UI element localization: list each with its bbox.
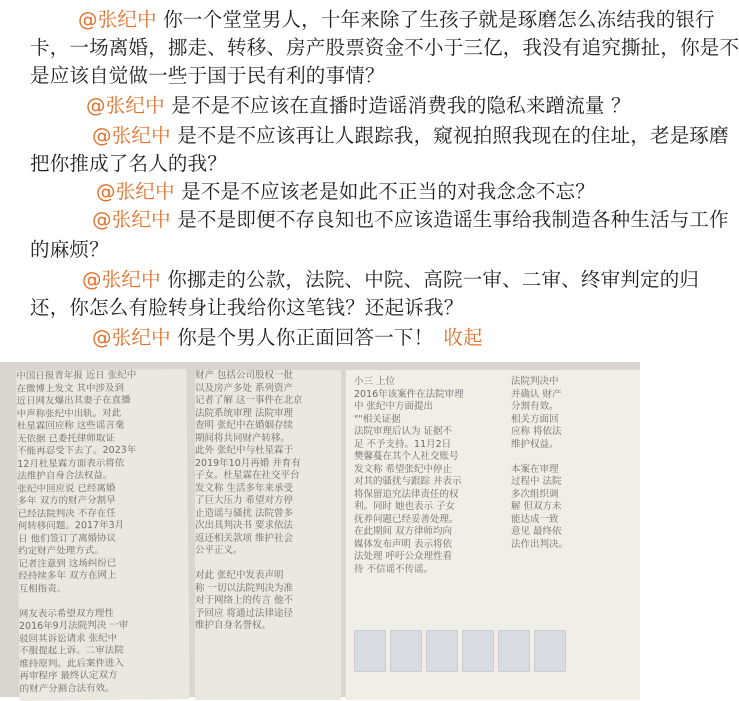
newspaper-thumbnail	[462, 630, 494, 672]
post-line	[78, 8, 715, 32]
newspaper-column-middle: 财产 包括公司股权一批 以及房产多处 系列资产 记者了解 这一事件在北京 法院系统审理 法院审理 查明 张纪中在婚姻存续 期间将共同财产转移。 此外 张纪中与杜星霖于 2019年10月再婚 并育有 子女。杜星霖在社交平台 发文称 生活多年来承受 了巨大压力 希望对方停 止造谣与骚扰 法院曾多 次出具判决书 要求依法 返还相关款项 维护社会 公平正义。 对此 张纪中发表声明 称 一切以法院判决为准 对于网络上的传言 他不 予回应 将通过法律途径 维护自身名誉权。	[195, 370, 341, 700]
newspaper-thumbnail	[426, 630, 458, 672]
post-line	[30, 152, 640, 176]
post-line	[86, 94, 640, 118]
post-text: 的麻烦？	[30, 238, 109, 261]
newspaper-thumbnail	[354, 630, 386, 672]
post-text: 是不是不应该老是如此不正当的对我念念不忘？	[181, 180, 595, 203]
post-line	[92, 208, 729, 232]
post-text: 是不是不应该在直播时造谣消费我的隐私来蹭流量 ？	[171, 94, 631, 117]
post-text: 把你推成了名人的我？	[30, 152, 228, 175]
user-mention-link[interactable]: @张纪中	[92, 208, 171, 231]
post-line	[30, 36, 739, 60]
newspaper-thumbnail	[390, 630, 422, 672]
post-line	[82, 268, 700, 292]
post-text: 你一个堂堂男人，十年来除了生孩子就是琢磨怎么冻结我的银行	[163, 8, 715, 31]
user-mention-link[interactable]: @张纪中	[92, 124, 171, 147]
post-line	[30, 238, 640, 262]
newspaper-column-left: 中国日报青年报 近日 张纪中 在微博上发文 其中涉及到 近日网友爆出其妻子在直播 中声称张纪中出轨。对此 杜星霖回应称 这些谣言毫 无依据 已委托律师取证 不能再忍受下去了。2023年 12月杜星霖方面表示将依 法维护自身合法权益。 张纪中回应说 已经离婚 多年 双方的财产分割早 已经法院判决 不存在任 何转移问题。2017年3月 日 他们签订了离婚协议 约定财产处理方式。 记者注意到 这场纠纷已 经持续多年 双方在网上 互相指责。 网友表示希望双方理性 2016年9月法院判决 一审 驳回其诉讼请求 张纪中 不服提起上诉。二审法院 维持原判。此后案件进入 再审程序 最终认定双方 的财产分割合法有效。	[16, 369, 189, 701]
post-text: 是不是不应该再让人跟踪我，窥视拍照我现在的住址，老是琢磨	[177, 124, 729, 147]
collapse-button[interactable]: 收起	[443, 326, 483, 349]
post-text: 卡，一场离婚，挪走、转移、房产股票资金不小于三亿，我没有追究撕扯，你是不	[30, 36, 739, 59]
newspaper-thumbnails	[354, 630, 566, 672]
post-line	[30, 64, 640, 88]
newspaper-column-right-side-text: 法院判决中 并确认 财产 分割有效。 相关方面回 应称 将依法 维护权益。 本案在审理 过程中 法院 多次组织调 解 但双方未 能达成一致 意见 最终依 法作出判决。	[511, 376, 569, 550]
user-mention-link[interactable]: @张纪中	[86, 94, 165, 117]
newspaper-column-right	[346, 370, 640, 700]
post-line	[96, 180, 640, 204]
newspaper-photo	[0, 362, 640, 697]
user-mention-link[interactable]: @张纪中	[92, 326, 171, 349]
newspaper-thumbnail	[534, 630, 566, 672]
user-mention-link[interactable]: @张纪中	[82, 268, 161, 291]
post-text: 还，你怎么有脸转身让我给你这笔钱？还起诉我？	[30, 296, 464, 319]
user-mention-link[interactable]: @张纪中	[78, 8, 157, 31]
post-line	[92, 326, 640, 350]
post-line	[30, 296, 640, 320]
post-line	[92, 124, 729, 148]
newspaper-thumbnail	[498, 630, 530, 672]
post-text: 是应该自觉做一些于国于民有利的事情？	[30, 64, 385, 87]
post-text: 你挪走的公款，法院、中院、高院一审、二审、终审判定的归	[167, 268, 700, 291]
post-text: 你是个男人你正面回答一下！	[177, 326, 434, 349]
post-text: 是不是即便不存良知也不应该造谣生事给我制造各种生活与工作	[177, 208, 729, 231]
user-mention-link[interactable]: @张纪中	[96, 180, 175, 203]
newspaper-column-right-text: 小三 上位 2016年该案件在法院审理 中 张纪中方面提出 ""相关证据 法院审理后认为 证据不 足 不予支持。11月2日 樊馨蔓在其个人社交账号 发文称 希望张纪中停止 对其的骚扰与跟踪 并表示 将保留追究法律责任的权 利。同时 她也表示 子女 抚养问题已经妥善处理。 在此期间 双方律师均向 媒体发布声明 表示将依 法处理 呼吁公众理性看 待 不信谣不传谣。	[354, 376, 464, 575]
